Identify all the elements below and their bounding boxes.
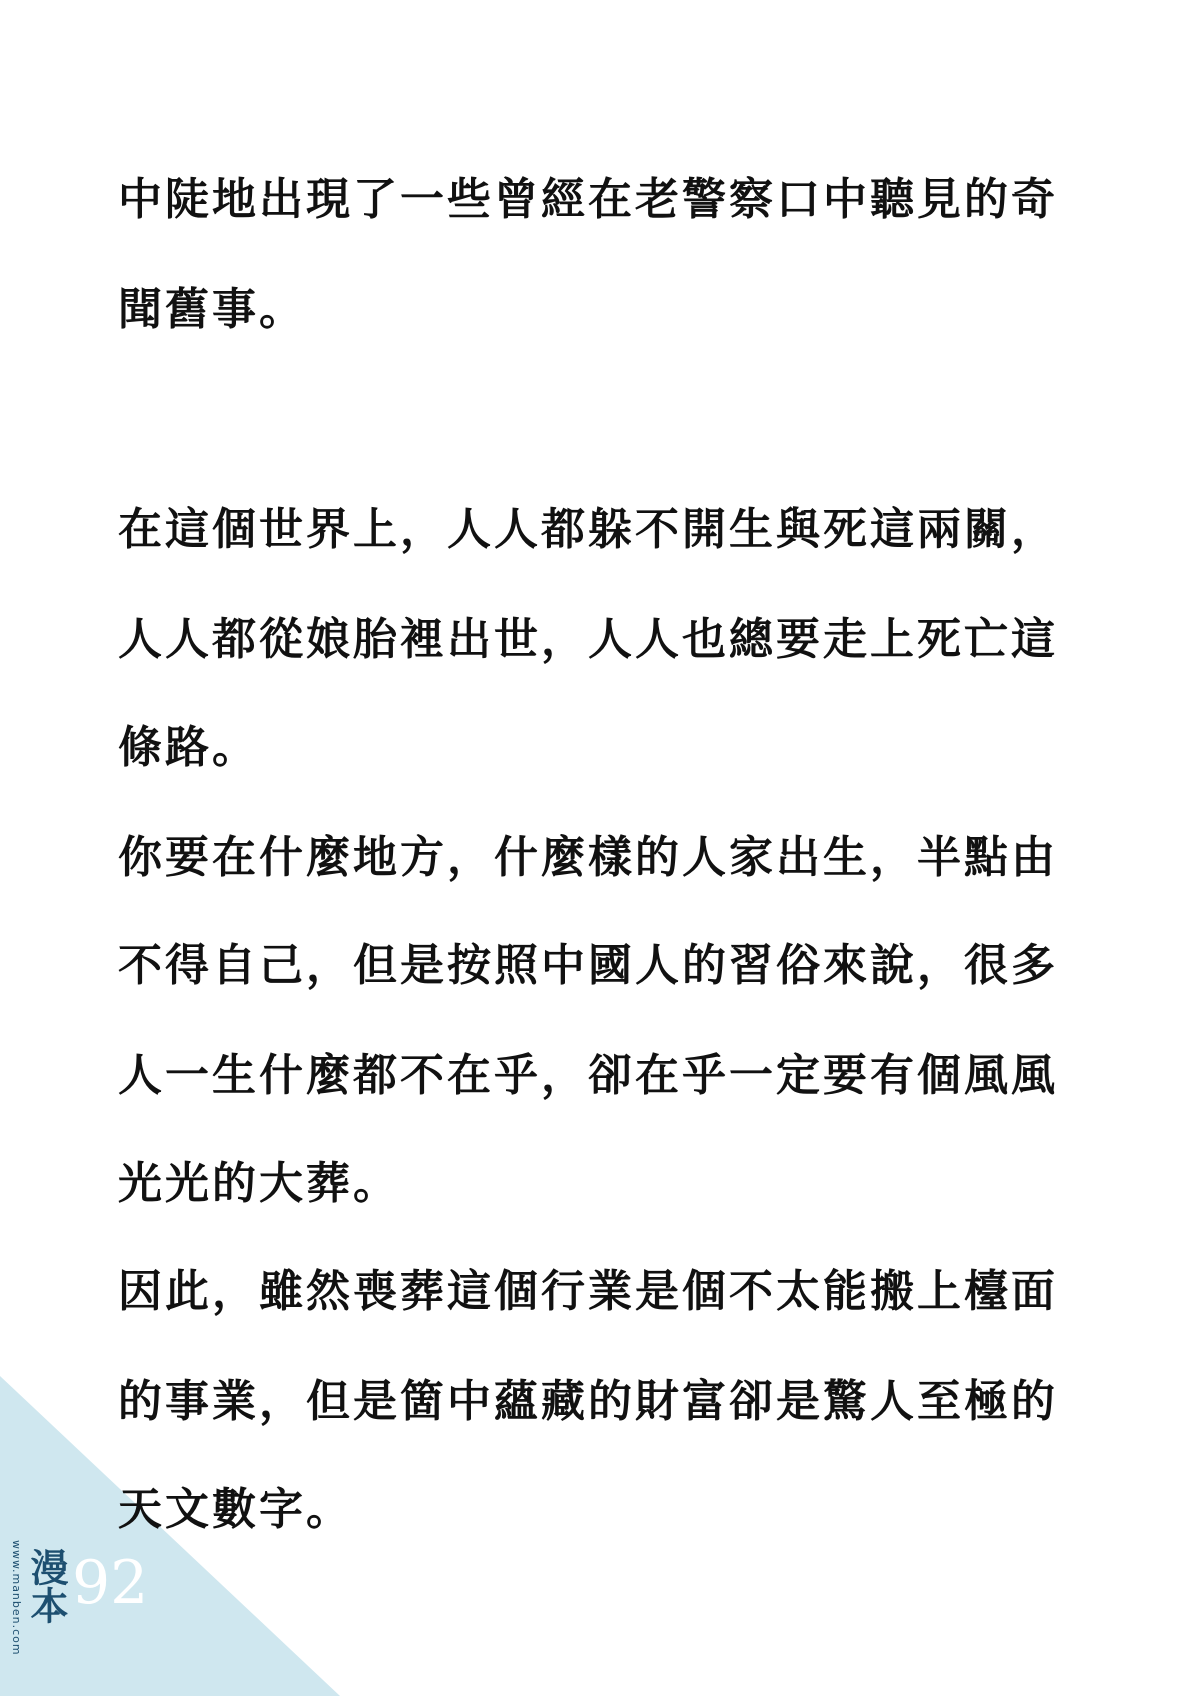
text-line: 在這個世界上，人人都躲不開生與死這兩關，: [118, 504, 1058, 555]
page-number: 92: [72, 1548, 149, 1618]
text-line: 天文數字。: [118, 1484, 353, 1535]
text-line: 你要在什麼地方，什麼樣的人家出生，半點由: [118, 832, 1058, 883]
text-line: 條路。: [118, 722, 259, 773]
text-line: 人一生什麼都不在乎，卻在乎一定要有個風風: [118, 1050, 1058, 1101]
text-line: 因此，雖然喪葬這個行業是個不太能搬上檯面: [118, 1266, 1058, 1317]
text-line: 中陡地出現了一些曾經在老警察口中聽見的奇: [118, 174, 1058, 225]
text-line: 不得自己，但是按照中國人的習俗來說，很多: [118, 940, 1058, 991]
text-line: 的事業，但是箇中蘊藏的財富卻是驚人至極的: [118, 1376, 1058, 1427]
text-line: 人人都從娘胎裡出世，人人也總要走上死亡這: [118, 614, 1058, 665]
watermark-logo: 漫本: [24, 1548, 68, 1624]
watermark-url: www.manben.com: [10, 1540, 23, 1656]
text-line: 光光的大葬。: [118, 1158, 400, 1209]
text-line: 聞舊事。: [118, 284, 306, 335]
